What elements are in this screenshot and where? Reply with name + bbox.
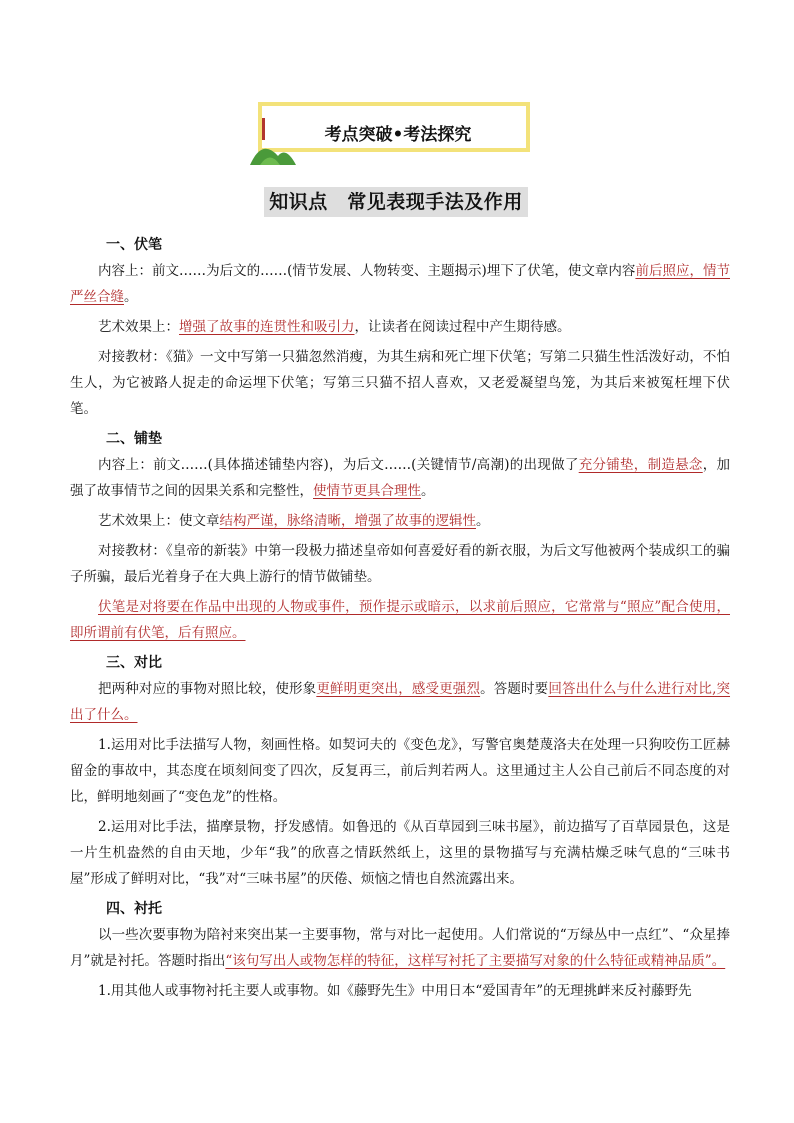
highlighted-text: 结构严谨，脉络清晰，增强了故事的逻辑性 (219, 513, 476, 529)
paragraph (70, 314, 730, 340)
highlighted-text: “该句写出人或物怎样的特征，这样写衬托了主要描写对象的什么特征或精神品质”。 (225, 953, 726, 969)
text: 。 (421, 483, 435, 499)
paragraph (70, 676, 730, 728)
text: 。 (476, 513, 490, 529)
highlighted-text: 伏笔是对将要在作品中出现的人物或事件，预作提示或暗示，以求前后照应，它常常与“照应”配合使用，即所谓前有伏笔，后有照应。 (70, 599, 730, 641)
document-body (70, 232, 730, 1008)
text: 内容上：前文……为后文的……(情节发展、人物转变、主题揭示)埋下了伏笔，使文章内容 (98, 263, 636, 279)
highlighted-text: 充分铺垫，制造悬念 (578, 457, 703, 473)
hills-icon (248, 136, 298, 166)
paragraph: 对接教材：《皇帝的新装》中第一段极力描述皇帝如何喜爱好看的新衣服，为后文写他被两个装成织工的骗子所骗，最后光着身子在大典上游行的情节做铺垫。 (70, 543, 730, 585)
paragraph (70, 922, 730, 974)
paragraph: 对接教材：《猫》一文中写第一只猫忽然消瘦，为其生病和死亡埋下伏笔；写第二只猫生性活泼好动，不怕生人，为它被路人捉走的命运埋下伏笔；写第三只猫不招人喜欢，又老爱凝望鸟笼，为其后来被冤枉埋下伏笔。 (70, 349, 730, 417)
text: ，加强了故事情节之间的因果关系和完整性， (70, 457, 730, 499)
highlighted-text: 增强了故事的连贯性和吸引力 (179, 319, 355, 335)
paragraph (70, 594, 730, 646)
text: 把两种对应的事物对照比较，使形象 (98, 681, 317, 697)
paragraph: 1.用其他人或事物衬托主要人或事物。如《藤野先生》中用日本“爱国青年”的无理挑衅来反衬藤野先 (98, 983, 692, 999)
paragraph: 2.运用对比手法，描摩景物，抒发感情。如鲁迅的《从百草园到三味书屋》，前边描写了百草园景色，这是一片生机盎然的自由天地，少年“我”的欣喜之情跃然纸上，这里的景物描写与充满枯燥乏味气息的“三味书屋”形成了鲜明对比，“我”对“三味书屋”的厌倦、烦恼之情也自然流露出来。 (70, 819, 730, 887)
banner-title: 考点突破•考法探究 (324, 125, 472, 145)
section-heading-contrast: 三、对比 (106, 655, 162, 671)
text: 以一些次要事物为陪衬来突出某一主要事物，常与对比一起使用。人们常说的“万绿丛中一点红”、“众星捧月”就是衬托。答题时指出 (70, 927, 730, 969)
paragraph (70, 258, 730, 310)
paragraph (70, 508, 730, 534)
highlighted-text: 回答出什么与什么进行对比,突出了什么。 (70, 681, 731, 723)
text: 。答题时要 (480, 681, 549, 697)
paragraph (70, 452, 730, 504)
text: ，让读者在阅读过程中产生期待感。 (354, 319, 571, 335)
paragraph: 1.运用对比手法描写人物，刻画性格。如契诃夫的《变色龙》，写警官奥楚蔑洛夫在处理一只狗咬伤工匠赫留金的事故中，其态度在顷刻间变了四次，反复再三，前后判若两人。这里通过主人公自己前后不同态度的对比，鲜明地刻画了“变色龙”的性格。 (70, 737, 730, 805)
text: 。 (124, 289, 138, 305)
section-heading-foreshadowing: 一、伏笔 (106, 237, 162, 253)
text: 内容上：前文……(具体描述铺垫内容)，为后文……(关键情节/高潮)的出现做了 (98, 457, 579, 473)
highlighted-text: 前后照应，情节严丝合缝 (70, 263, 730, 305)
knowledge-point-title: 知识点 常见表现手法及作用 (264, 187, 528, 217)
text: 艺术效果上： (98, 319, 179, 335)
section-heading-foil: 四、衬托 (106, 901, 162, 917)
section-banner (258, 102, 538, 158)
text: 艺术效果上：使文章 (98, 513, 220, 529)
highlighted-text: 使情节更具合理性 (313, 483, 421, 499)
section-heading-setup: 二、铺垫 (106, 431, 162, 447)
banner-frame (258, 102, 530, 152)
highlighted-text: 更鲜明更突出，感受更强烈 (316, 681, 481, 697)
